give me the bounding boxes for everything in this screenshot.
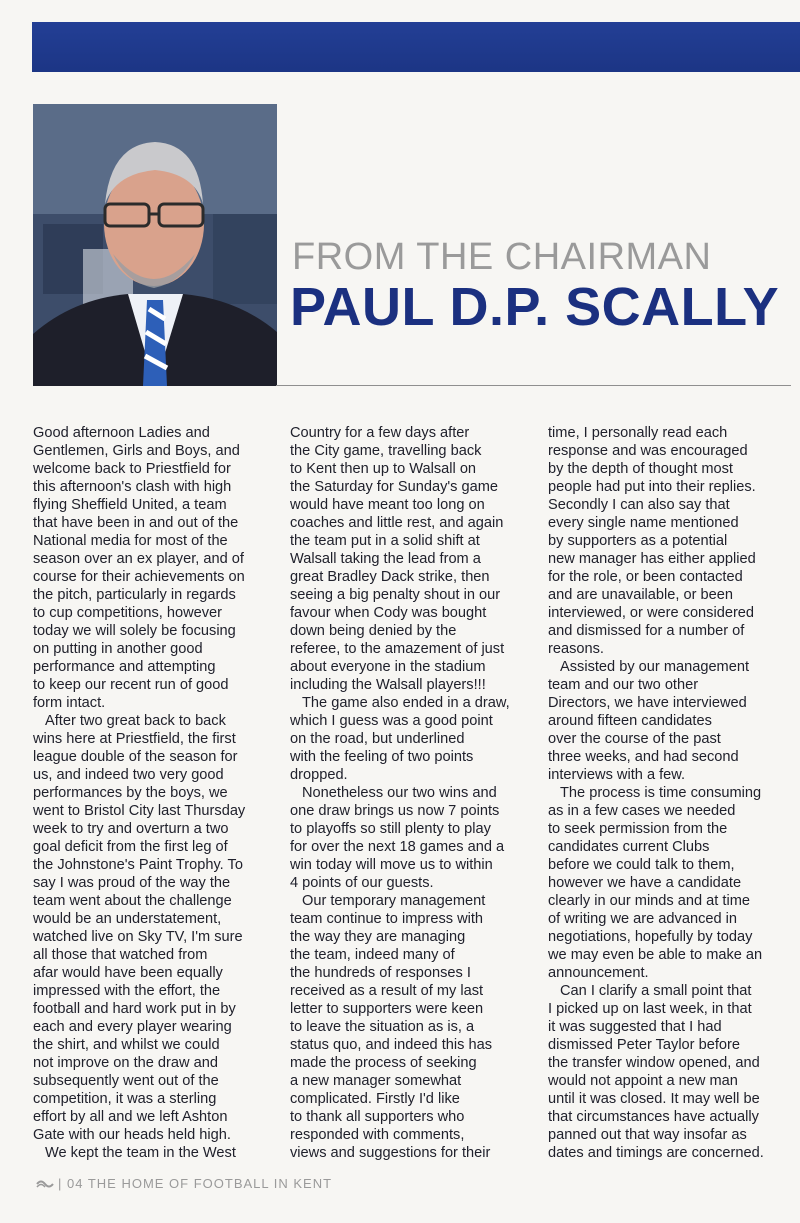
paragraph: [548, 784, 796, 982]
text-line: for the role, or been contacted: [548, 569, 743, 585]
footer-text: | 04 THE HOME OF FOOTBALL IN KENT: [58, 1176, 333, 1191]
text-line: team went about the challenge: [33, 893, 232, 909]
text-line: Gate with our heads held high.: [33, 1127, 231, 1143]
chairman-portrait: [33, 104, 277, 386]
paragraph: [33, 712, 278, 1144]
text-line: that circumstances have actually: [548, 1109, 759, 1125]
paragraph: [290, 694, 534, 784]
text-line: including the Walsall players!!!: [290, 677, 486, 693]
chairman-photo-icon: [33, 104, 277, 386]
text-line: this afternoon's clash with high: [33, 479, 232, 495]
text-line: on the road, but underlined: [290, 731, 465, 747]
text-line: the City game, travelling back: [290, 443, 482, 459]
text-line: to leave the situation as is, a: [290, 1019, 475, 1035]
text-line: team continue to impress with: [290, 911, 484, 927]
text-line: Country for a few days after: [290, 425, 470, 441]
paragraph: [290, 892, 534, 1162]
text-line: the transfer window opened, and: [548, 1055, 760, 1071]
page-title: PAUL D.P. SCALLY: [290, 277, 780, 337]
text-line: the team put in a solid shift at: [290, 533, 480, 549]
text-line: course for their achievements on: [33, 569, 245, 585]
text-line: The process is time consuming: [560, 785, 762, 801]
text-line: every single name mentioned: [548, 515, 739, 531]
text-line: effort by all and we left Ashton: [33, 1109, 228, 1125]
page-footer: [36, 1176, 332, 1191]
text-line: about everyone in the stadium: [290, 659, 486, 675]
text-line: made the process of seeking: [290, 1055, 477, 1071]
paragraph: [290, 424, 534, 694]
text-line: the team, indeed many of: [290, 947, 455, 963]
text-line: team and our two other: [548, 677, 699, 693]
text-line: Nonetheless our two wins and: [302, 785, 497, 801]
text-line: with the feeling of two points: [290, 749, 474, 765]
text-line: would be an understatement,: [33, 911, 222, 927]
text-line: letter to supporters were keen: [290, 1001, 484, 1017]
text-line: Gentlemen, Girls and Boys, and: [33, 443, 240, 459]
text-line: one draw brings us now 7 points: [290, 803, 500, 819]
club-crest-icon: [36, 1178, 54, 1190]
paragraph: [290, 784, 534, 892]
text-line: clearly in our minds and at time: [548, 893, 750, 909]
text-line: wins here at Priestfield, the first: [33, 731, 236, 747]
paragraph: [33, 424, 278, 712]
text-line: football and hard work put in by: [33, 1001, 236, 1017]
text-line: competition, it was a sterling: [33, 1091, 217, 1107]
text-line: and are unavailable, or been: [548, 587, 733, 603]
text-line: would not appoint a new man: [548, 1073, 738, 1089]
text-line: the Johnstone's Paint Trophy. To: [33, 857, 243, 873]
text-line: The game also ended in a draw,: [302, 695, 510, 711]
text-line: by supporters as a potential: [548, 533, 728, 549]
text-line: to cup competitions, however: [33, 605, 223, 621]
text-line: on putting in another good: [33, 641, 203, 657]
text-column-1: [33, 424, 278, 1162]
text-line: We kept the team in the West: [45, 1145, 236, 1161]
text-line: views and suggestions for their: [290, 1145, 491, 1161]
text-line: each and every player wearing: [33, 1019, 232, 1035]
text-line: that have been in and out of the: [33, 515, 239, 531]
text-line: status quo, and indeed this has: [290, 1037, 493, 1053]
text-line: however we have a candidate: [548, 875, 742, 891]
text-line: dates and timings are concerned.: [548, 1145, 764, 1161]
text-line: the Saturday for Sunday's game: [290, 479, 499, 495]
text-line: welcome back to Priestfield for: [33, 461, 231, 477]
text-column-2: [290, 424, 534, 1162]
text-line: three weeks, and had second: [548, 749, 739, 765]
text-line: reasons.: [548, 641, 604, 657]
text-line: Can I clarify a small point that: [560, 983, 752, 999]
text-line: form intact.: [33, 695, 106, 711]
text-line: panned out that way insofar as: [548, 1127, 747, 1143]
title-divider: [276, 385, 791, 386]
text-line: as in a few cases we needed: [548, 803, 736, 819]
text-line: dismissed Peter Taylor before: [548, 1037, 740, 1053]
text-line: candidates current Clubs: [548, 839, 710, 855]
text-line: before we could talk to them,: [548, 857, 735, 873]
text-line: performance and attempting: [33, 659, 216, 675]
text-line: impressed with the effort, the: [33, 983, 221, 999]
paragraph: [548, 658, 796, 784]
text-line: favour when Cody was bought: [290, 605, 487, 621]
text-line: performances by the boys, we: [33, 785, 228, 801]
text-line: we may even be able to make an: [548, 947, 763, 963]
text-line: us, and indeed two very good: [33, 767, 224, 783]
text-line: referee, to the amazement of just: [290, 641, 505, 657]
text-line: to keep our recent run of good: [33, 677, 229, 693]
text-line: until it was closed. It may well be: [548, 1091, 760, 1107]
text-line: went to Bristol City last Thursday: [33, 803, 246, 819]
text-line: 4 points of our guests.: [290, 875, 434, 891]
text-line: After two great back to back: [45, 713, 226, 729]
text-line: week to try and overturn a two: [33, 821, 229, 837]
text-line: goal deficit from the first leg of: [33, 839, 228, 855]
text-line: announcement.: [548, 965, 649, 981]
text-line: a new manager somewhat: [290, 1073, 462, 1089]
header-color-band: [32, 22, 800, 72]
text-line: Our temporary management: [302, 893, 486, 909]
text-line: Directors, we have interviewed: [548, 695, 747, 711]
text-line: down being denied by the: [290, 623, 457, 639]
paragraph: [548, 424, 796, 658]
text-line: Walsall taking the lead from a: [290, 551, 481, 567]
text-line: response and was encouraged: [548, 443, 748, 459]
text-line: say I was proud of the way the: [33, 875, 231, 891]
text-line: the way they are managing: [290, 929, 466, 945]
text-line: flying Sheffield United, a team: [33, 497, 227, 513]
text-line: to Kent then up to Walsall on: [290, 461, 477, 477]
paragraph: [548, 982, 796, 1162]
text-line: all those that watched from: [33, 947, 208, 963]
paragraph: [33, 1144, 278, 1162]
text-line: seeing a big penalty shout in our: [290, 587, 501, 603]
text-line: complicated. Firstly I'd like: [290, 1091, 460, 1107]
text-line: and dismissed for a number of: [548, 623, 745, 639]
text-line: new manager has either applied: [548, 551, 756, 567]
text-line: of writing we are advanced in: [548, 911, 738, 927]
text-line: season over an ex player, and of: [33, 551, 244, 567]
text-line: Good afternoon Ladies and: [33, 425, 210, 441]
text-line: the shirt, and whilst we could: [33, 1037, 220, 1053]
text-line: by the depth of thought most: [548, 461, 733, 477]
text-line: National media for most of the: [33, 533, 228, 549]
text-line: great Bradley Dack strike, then: [290, 569, 490, 585]
text-line: watched live on Sky TV, I'm sure: [33, 929, 243, 945]
text-line: I picked up on last week, in that: [548, 1001, 752, 1017]
text-line: it was suggested that I had: [548, 1019, 722, 1035]
text-line: not improve on the draw and: [33, 1055, 218, 1071]
text-line: today we will solely be focusing: [33, 623, 236, 639]
text-line: to playoffs so still plenty to play: [290, 821, 491, 837]
text-line: to thank all supporters who: [290, 1109, 465, 1125]
text-line: to seek permission from the: [548, 821, 728, 837]
text-line: around fifteen candidates: [548, 713, 712, 729]
text-line: would have meant too long on: [290, 497, 485, 513]
text-line: people had put into their replies.: [548, 479, 756, 495]
text-line: over the course of the past: [548, 731, 721, 747]
text-line: the pitch, particularly in regards: [33, 587, 236, 603]
text-line: subsequently went out of the: [33, 1073, 219, 1089]
text-line: interviewed, or were considered: [548, 605, 755, 621]
text-line: win today will move us to within: [290, 857, 493, 873]
text-line: Secondly I can also say that: [548, 497, 730, 513]
text-column-3: [548, 424, 796, 1162]
text-line: coaches and little rest, and again: [290, 515, 504, 531]
text-line: Assisted by our management: [560, 659, 750, 675]
section-kicker: FROM THE CHAIRMAN: [292, 236, 712, 278]
text-line: received as a result of my last: [290, 983, 484, 999]
text-line: responded with comments,: [290, 1127, 465, 1143]
text-line: which I guess was a good point: [290, 713, 493, 729]
text-line: dropped.: [290, 767, 348, 783]
text-line: afar would have been equally: [33, 965, 223, 981]
text-line: the hundreds of responses I: [290, 965, 471, 981]
text-line: time, I personally read each: [548, 425, 728, 441]
text-line: interviews with a few.: [548, 767, 686, 783]
text-line: league double of the season for: [33, 749, 238, 765]
text-line: negotiations, hopefully by today: [548, 929, 753, 945]
text-line: for over the next 18 games and a: [290, 839, 505, 855]
